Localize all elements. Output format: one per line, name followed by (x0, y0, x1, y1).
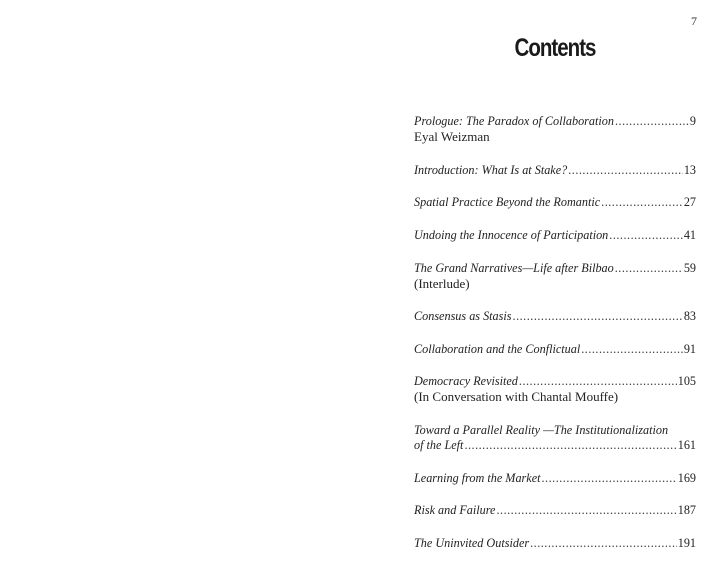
leader-dots (519, 374, 677, 389)
page-number: 7 (691, 14, 697, 28)
toc-entry-collaboration[interactable] (414, 342, 696, 357)
leader-dots (568, 163, 683, 178)
toc-entry-page: 9 (689, 114, 696, 128)
toc-entry-title: Risk and Failure (414, 503, 496, 517)
leader-dots (530, 536, 677, 551)
toc-entry-learning-market[interactable] (414, 471, 696, 486)
toc-entry-subtitle: (In Conversation with Chantal Mouffe) (414, 389, 619, 404)
toc-entry-introduction[interactable] (414, 163, 696, 178)
toc-entry-title: Prologue: The Paradox of Collaboration (414, 114, 614, 128)
toc-entry-page: 41 (683, 228, 696, 242)
leader-dots (542, 471, 677, 486)
leader-dots (615, 261, 683, 276)
toc-entry-risk-failure[interactable] (414, 503, 696, 518)
toc-entry-page: 13 (683, 163, 696, 177)
toc-entry-page: 83 (683, 309, 696, 323)
leader-dots (513, 309, 683, 324)
toc-entry-page: 27 (683, 195, 696, 209)
leader-dots (601, 195, 683, 210)
toc-entry-page: 187 (677, 503, 696, 517)
leader-dots (496, 503, 676, 518)
toc-entry-title: Learning from the Market (414, 471, 541, 485)
toc-entry-title: The Uninvited Outsider (414, 536, 530, 550)
toc-entry-uninvited-outsider[interactable] (414, 536, 696, 551)
leader-dots (615, 114, 689, 129)
page-title: Contents (514, 34, 596, 62)
toc-entry-title: of the Left (414, 438, 464, 452)
toc-entry-page: 161 (677, 438, 696, 452)
toc-entry-page: 169 (677, 471, 696, 485)
toc-entry-title-line1: Toward a Parallel Reality —The Institutionalization (414, 423, 669, 437)
toc-entry-title: Introduction: What Is at Stake? (414, 163, 568, 177)
toc-entry-consensus[interactable] (414, 309, 696, 324)
toc-entry-grand-narratives[interactable] (414, 261, 696, 291)
toc-entry-spatial-practice[interactable] (414, 195, 696, 210)
toc-entry-page: 91 (683, 342, 696, 356)
toc-entry-page: 105 (677, 374, 696, 388)
toc-entry-page: 59 (683, 261, 696, 275)
leader-dots (464, 438, 676, 453)
toc-entry-title: Collaboration and the Conflictual (414, 342, 581, 356)
toc-entry-subtitle: Eyal Weizman (414, 129, 490, 144)
toc-entry-page: 191 (677, 536, 696, 550)
toc-entry-title: Spatial Practice Beyond the Romantic (414, 195, 601, 209)
leader-dots (609, 228, 683, 243)
toc-entry-title: The Grand Narratives—Life after Bilbao (414, 261, 614, 275)
leader-dots (581, 342, 683, 357)
toc-entry-title: Undoing the Innocence of Participation (414, 228, 609, 242)
toc-entry-undoing-innocence[interactable] (414, 228, 696, 243)
toc-entry-title: Democracy Revisited (414, 374, 518, 388)
toc-entry-parallel-reality[interactable] (414, 423, 696, 453)
toc-entry-subtitle: (Interlude) (414, 276, 470, 291)
toc-entry-title: Consensus as Stasis (414, 309, 512, 323)
toc-entry-prologue[interactable] (414, 114, 696, 144)
toc-entry-democracy[interactable] (414, 374, 696, 404)
